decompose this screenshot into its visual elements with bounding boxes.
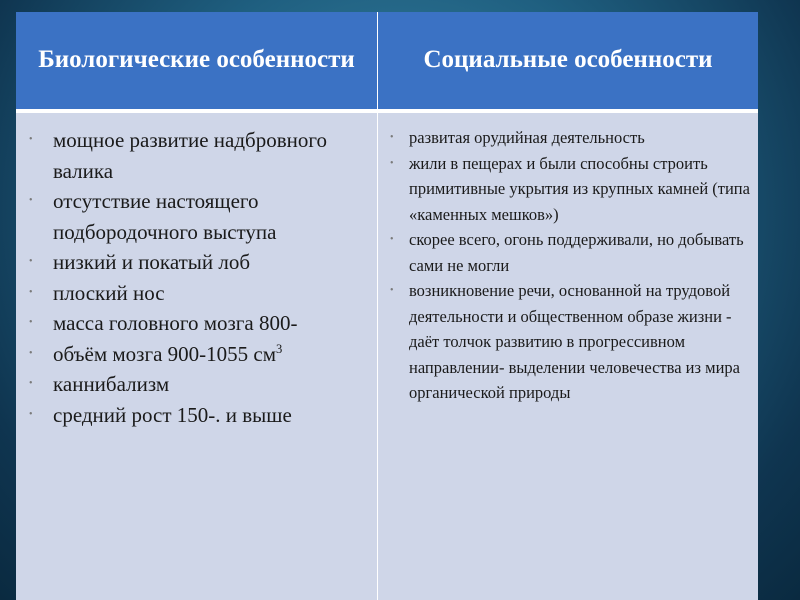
bullet-icon: • xyxy=(29,408,33,420)
bullet-icon: • xyxy=(29,195,33,206)
list-item: • низкий и покатый лоб xyxy=(29,247,371,278)
bullet-icon: • xyxy=(29,378,33,389)
bullet-icon: • xyxy=(29,347,33,359)
list-item: • мощное развитие надбровного валика xyxy=(29,125,371,186)
header-social: Социальные особенности xyxy=(378,12,758,113)
list-item: • масса головного мозга 800- xyxy=(29,308,371,339)
list-item: • каннибализм xyxy=(29,369,371,400)
bullet-icon: • xyxy=(390,234,394,245)
comparison-table xyxy=(16,12,758,600)
biological-features-cell xyxy=(16,113,378,600)
list-item: • средний рост 150-. и выше xyxy=(29,400,371,431)
bullet-icon: • xyxy=(29,256,33,267)
social-features-list xyxy=(390,125,754,406)
list-item: • объём мозга 900-1055 $см^3$ xyxy=(29,339,371,370)
bullet-icon: • xyxy=(390,285,394,296)
bullet-icon: • xyxy=(29,317,33,328)
list-item: • жили в пещерах и были способны строить примитивные укрытия из крупных камней (типа «каменных мешков») xyxy=(390,151,754,228)
bullet-icon: • xyxy=(29,134,33,145)
list-item: • скорее всего, огонь поддерживали, но добывать сами не могли xyxy=(390,227,754,278)
biological-features-list xyxy=(29,125,371,430)
bullet-icon: • xyxy=(29,286,33,298)
header-biological: Биологические особенности xyxy=(16,12,378,113)
social-features-cell xyxy=(378,113,758,600)
list-item: • развитая орудийная деятельность xyxy=(390,125,754,151)
superscript-unit: 3 xyxy=(276,341,283,356)
bullet-icon: • xyxy=(390,157,394,169)
list-item: • плоский нос xyxy=(29,278,371,309)
bullet-icon: • xyxy=(390,132,394,143)
list-item: • возникновение речи, основанной на трудовой деятельности и общественном образе жизни - даёт толчок развитию в прогрессивном направлении- выделении человечества из мира органической природы xyxy=(390,278,754,406)
list-item: • отсутствие настоящего подбородочного выступа xyxy=(29,186,371,247)
